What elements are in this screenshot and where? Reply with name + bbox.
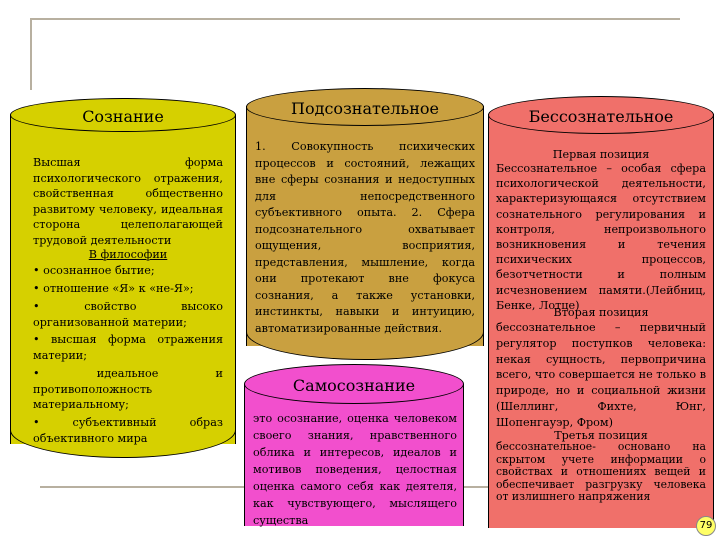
philosophy-item: • субъективный образ объективного мира [33, 416, 223, 445]
position1-heading: Первая позиция [552, 148, 650, 161]
position3-heading: Третья позиция [554, 429, 648, 442]
consciousness-definition: Высшая форма психологического отражения, свойственная общественно развитому человеку, идеальная сторона целеполагающей трудовой деятельности [33, 156, 223, 247]
position2-heading: Вторая позиция [553, 306, 649, 319]
unconscious-title: Бессознательное [528, 107, 674, 126]
self-awareness-title: Самосознание [292, 376, 416, 395]
philosophy-item: • идеальное и противоположность материальному; [33, 367, 223, 411]
philosophy-item: • высшая форма отражения материи; [33, 333, 223, 362]
consciousness-title: Сознание [82, 107, 164, 126]
top-decor-line [30, 18, 680, 20]
subconscious-text: 1. Совокупность психических процессов и состояний, лежащих вне сферы сознания и недоступных для непосредственного субъективного опыта. 2. Сфера подсознательного охватывает ощущения, восприятия, представления, мышление, когда они протекают вне фокуса сознания, а также установки, инстинкты, навыки и интуицию, автоматизированные действия. [255, 140, 475, 335]
philosophy-item: • осознанное бытие; [33, 264, 155, 277]
page-number-badge: 79 [696, 516, 716, 536]
self-awareness-text: это осознание, оценка человеком своего знания, нравственного облика и интересов, идеалов и мотивов поведения, целостная оценка самого себя как деятеля, как чувствующего, мыслящего существа [253, 412, 457, 527]
position2-text: бессознательное – первичный регулятор поступков человека: некая сущность, первопричина всего, что совершается не только в природе, но и социальной жизни (Шеллинг, Фихте, Юнг, Шопенгауэр, Фром) [496, 321, 706, 429]
philosophy-item: • отношение «Я» к «не-Я»; [33, 282, 194, 295]
left-decor-line [30, 18, 32, 90]
position1-text: Бессознательное – особая сфера психологической деятельности, характеризующаяся отсутствием сознательного регулирования и контроля, непроизвольного возникновения и течения психических процессов, безотчетности и полным исчезновением памяти.(Лейбниц, Бенке, Лотце) [496, 162, 706, 312]
philosophy-heading: В философии [88, 248, 168, 261]
position3-text: бессознательное- основано на скрытом учете информации о свойствах и отношениях вещей и обеспечивает разгрузку человека от излишнего напряжения [496, 440, 706, 504]
philosophy-item: • свойство высоко организованной материи; [33, 300, 223, 329]
subconscious-title: Подсознательное [291, 99, 439, 118]
